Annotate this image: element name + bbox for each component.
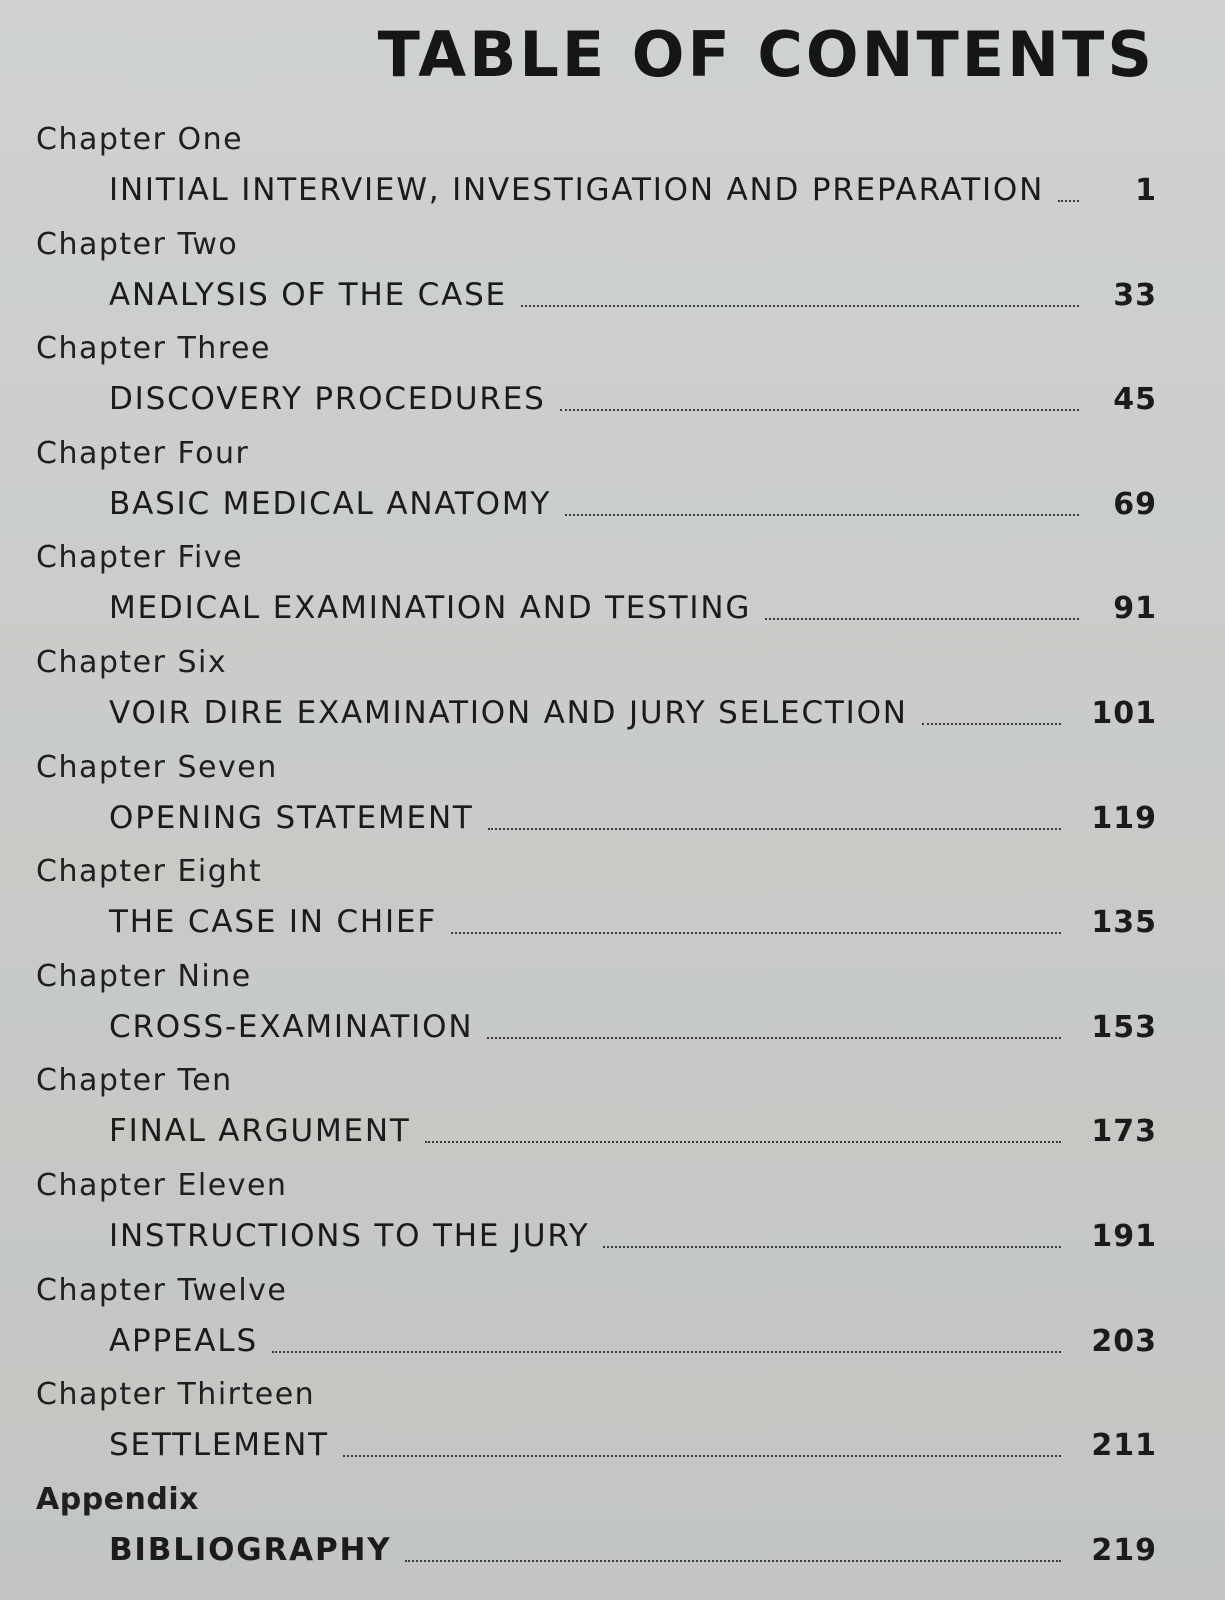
chapter-label: Chapter Eleven xyxy=(36,1167,288,1203)
chapter-title: MEDICAL EXAMINATION AND TESTING xyxy=(109,590,752,627)
toc-entry-chapter-three xyxy=(32,327,1157,432)
toc-entry-chapter-four xyxy=(32,432,1157,537)
entry-line xyxy=(109,1317,1157,1359)
chapter-title: INSTRUCTIONS TO THE JURY xyxy=(109,1217,590,1254)
toc-list xyxy=(32,118,1157,1582)
chapter-label: Chapter Three xyxy=(36,331,271,367)
chapter-label: Chapter Thirteen xyxy=(36,1377,316,1413)
toc-entry-chapter-thirteen xyxy=(32,1373,1157,1478)
appendix-title: BIBLIOGRAPHY xyxy=(109,1531,392,1568)
toc-entry-chapter-two xyxy=(32,223,1157,328)
entry-line xyxy=(109,898,1157,940)
dot-leader xyxy=(565,513,1079,516)
chapter-title: APPEALS xyxy=(109,1322,258,1359)
entry-line xyxy=(109,166,1157,208)
entry-line xyxy=(109,794,1157,836)
entry-line xyxy=(109,1107,1157,1149)
entry-line xyxy=(109,689,1157,731)
page-number: 45 xyxy=(1113,382,1157,418)
page-number: 135 xyxy=(1091,905,1157,941)
chapter-title: VOIR DIRE EXAMINATION AND JURY SELECTION xyxy=(109,694,908,731)
entry-line xyxy=(109,375,1157,417)
entry-line xyxy=(109,1003,1157,1045)
page-number: 173 xyxy=(1091,1114,1157,1150)
appendix-label: Appendix xyxy=(36,1481,199,1517)
page-number: 219 xyxy=(1091,1532,1157,1568)
entry-line xyxy=(109,271,1157,313)
page-number: 203 xyxy=(1091,1323,1157,1359)
dot-leader xyxy=(343,1454,1061,1457)
dot-leader xyxy=(487,1036,1061,1039)
dot-leader xyxy=(922,722,1062,725)
chapter-label: Chapter Five xyxy=(36,540,244,576)
toc-entry-chapter-five xyxy=(32,536,1157,641)
page-number: 211 xyxy=(1091,1428,1157,1464)
chapter-label: Chapter Four xyxy=(36,435,250,471)
dot-leader xyxy=(272,1350,1061,1353)
toc-entry-chapter-one xyxy=(32,118,1157,223)
page-number: 101 xyxy=(1091,695,1157,731)
chapter-label: Chapter Nine xyxy=(36,958,252,994)
toc-entry-chapter-eight xyxy=(32,850,1157,955)
dot-leader xyxy=(521,304,1079,307)
chapter-label: Chapter Two xyxy=(36,226,239,262)
chapter-title: THE CASE IN CHIEF xyxy=(109,904,437,941)
toc-entry-chapter-seven xyxy=(32,746,1157,851)
toc-entry-chapter-six xyxy=(32,641,1157,746)
dot-leader xyxy=(425,1140,1062,1143)
entry-line xyxy=(109,1212,1157,1254)
dot-leader xyxy=(603,1245,1061,1248)
chapter-label: Chapter Ten xyxy=(36,1063,233,1099)
chapter-title: DISCOVERY PROCEDURES xyxy=(109,381,546,418)
dot-leader xyxy=(560,408,1079,411)
dot-leader xyxy=(765,617,1079,620)
page-title: TABLE OF CONTENTS xyxy=(377,18,1155,91)
page-number: 1 xyxy=(1135,173,1157,208)
page-number: 69 xyxy=(1113,486,1157,522)
chapter-title: SETTLEMENT xyxy=(109,1427,329,1464)
chapter-label: Chapter Seven xyxy=(36,749,278,785)
page-number: 33 xyxy=(1113,277,1157,313)
toc-entry-chapter-ten xyxy=(32,1059,1157,1164)
chapter-label: Chapter One xyxy=(36,122,244,157)
chapter-title: BASIC MEDICAL ANATOMY xyxy=(109,485,552,522)
toc-entry-chapter-eleven xyxy=(32,1164,1157,1269)
chapter-title: OPENING STATEMENT xyxy=(109,799,474,836)
chapter-label: Chapter Twelve xyxy=(36,1272,288,1308)
toc-entry-chapter-twelve xyxy=(32,1269,1157,1374)
entry-line xyxy=(109,480,1157,522)
chapter-label: Chapter Eight xyxy=(36,854,263,890)
toc-entry-appendix xyxy=(32,1478,1157,1583)
toc-entry-chapter-nine xyxy=(32,955,1157,1060)
chapter-title: INITIAL INTERVIEW, INVESTIGATION AND PREPARATION xyxy=(109,172,1045,208)
dot-leader xyxy=(488,827,1062,830)
page-number: 153 xyxy=(1091,1009,1157,1045)
entry-line xyxy=(109,1526,1157,1568)
entry-line xyxy=(109,584,1157,626)
page-number: 91 xyxy=(1113,591,1157,627)
page-number: 191 xyxy=(1091,1218,1157,1254)
dot-leader xyxy=(405,1559,1061,1562)
chapter-label: Chapter Six xyxy=(36,644,228,680)
chapter-title: CROSS-EXAMINATION xyxy=(109,1008,474,1045)
dot-leader xyxy=(1058,199,1079,202)
chapter-title: FINAL ARGUMENT xyxy=(109,1113,411,1150)
page-number: 119 xyxy=(1091,800,1157,836)
entry-line xyxy=(109,1421,1157,1463)
chapter-title: ANALYSIS OF THE CASE xyxy=(109,276,507,313)
dot-leader xyxy=(451,931,1061,934)
